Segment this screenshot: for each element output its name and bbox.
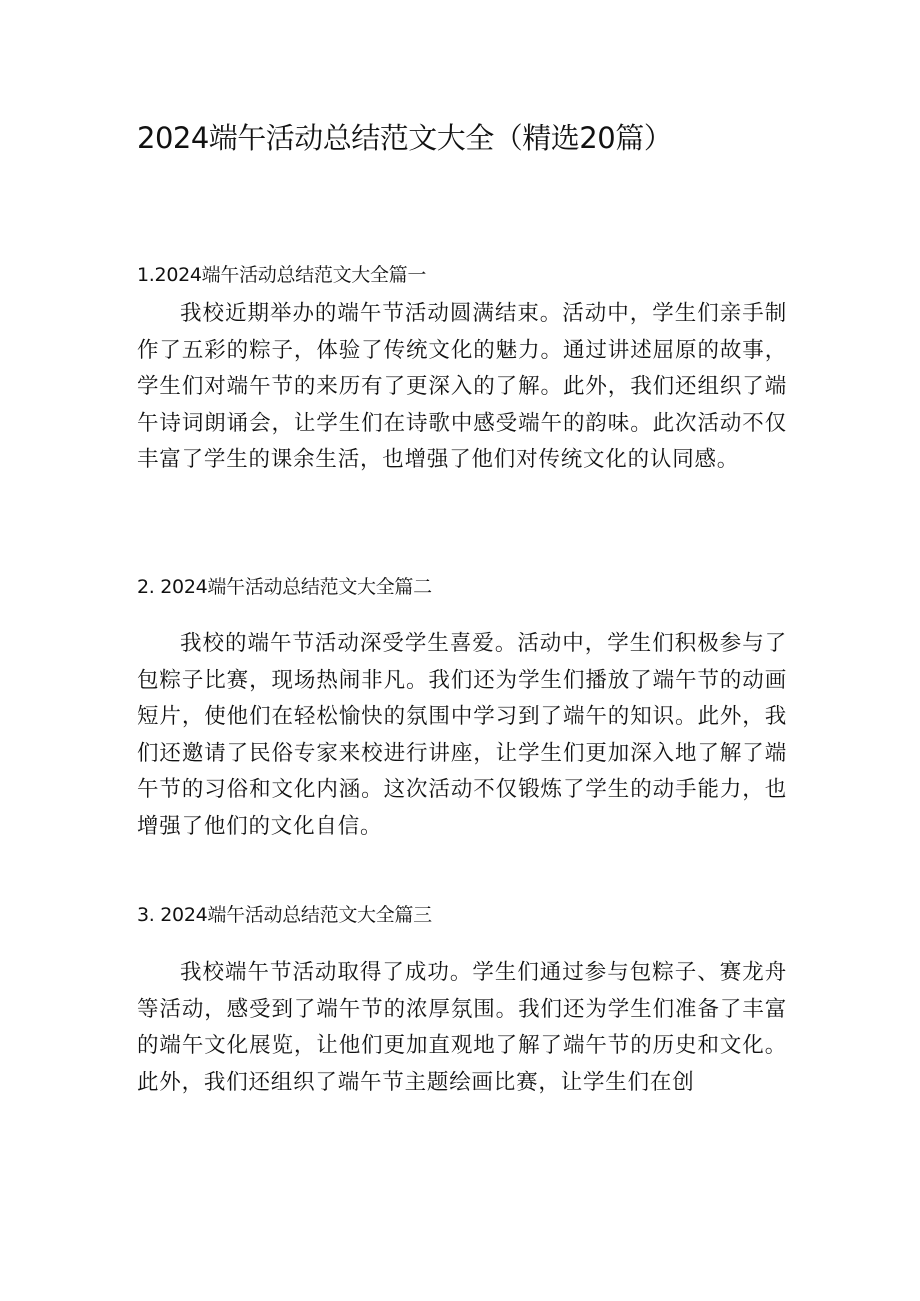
- section-heading-1: 1.2024端午活动总结范文大全篇一: [137, 264, 427, 286]
- document-title: 2024端午活动总结范文大全（精选20篇）: [137, 121, 673, 155]
- section-body-2: 我校的端午节活动深受学生喜爱。活动中，学生们积极参与了包粽子比赛，现场热闹非凡。我们还为学生们播放了端午节的动画短片，使他们在轻松愉快的氛围中学习到了端午的知识。此外，我们还邀请了民俗专家来校进行讲座，让学生们更加深入地了解了端午节的习俗和文化内涵。这次活动不仅锻炼了学生的动手能力，也增强了他们的文化自信。: [137, 631, 787, 839]
- section-body-1: 我校近期举办的端午节活动圆满结束。活动中，学生们亲手制作了五彩的粽子，体验了传统文化的魅力。通过讲述屈原的故事，学生们对端午节的来历有了更深入的了解。此外，我们还组织了端午诗词朗诵会，让学生们在诗歌中感受端午的韵味。此次活动不仅丰富了学生的课余生活，也增强了他们对传统文化的认同感。: [137, 301, 787, 472]
- section-body-3: 我校端午节活动取得了成功。学生们通过参与包粽子、赛龙舟等活动，感受到了端午节的浓厚氛围。我们还为学生们准备了丰富的端午文化展览，让他们更加直观地了解了端午节的历史和文化。此外，我们还组织了端午节主题绘画比赛，让学生们在创: [137, 960, 787, 1095]
- section-heading-2: 2. 2024端午活动总结范文大全篇二: [137, 576, 432, 598]
- section-heading-3: 3. 2024端午活动总结范文大全篇三: [137, 904, 432, 926]
